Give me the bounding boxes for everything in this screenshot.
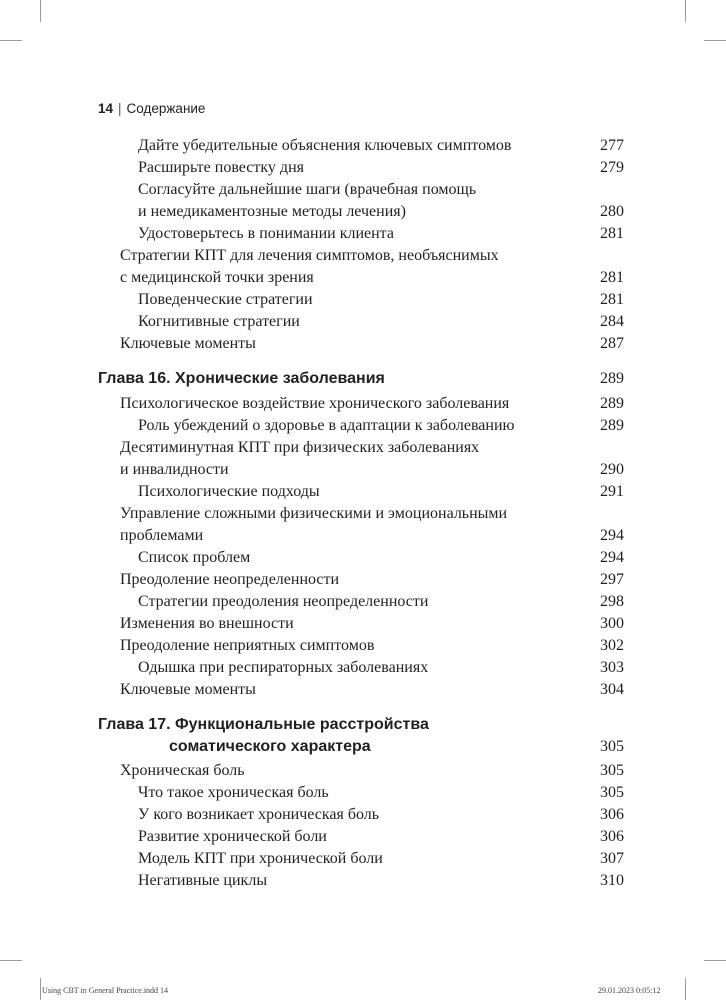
toc-entry: Преодоление неопределенности 297 [120, 569, 339, 591]
toc-entry: с медицинской точки зрения 281 [120, 267, 314, 289]
toc-page: 305 [600, 762, 624, 779]
toc-page: 280 [600, 203, 624, 220]
crop-mark [0, 40, 22, 41]
toc-page: 305 [600, 784, 624, 801]
crop-mark [704, 960, 726, 961]
toc-entry: Управление сложными физическими и эмоциональными [120, 505, 508, 522]
crop-mark [40, 978, 41, 1000]
crop-mark [685, 978, 686, 1000]
toc-page: 307 [600, 850, 624, 867]
toc-page: 277 [600, 137, 624, 154]
crop-mark [40, 0, 41, 22]
toc-page: 290 [600, 461, 624, 478]
toc-entry: и инвалидности 290 [120, 459, 229, 481]
footer-datetime: 29.01.2023 0:05:12 [598, 986, 661, 995]
toc-page: 294 [600, 527, 624, 544]
toc-entry: Что такое хроническая боль 305 [138, 782, 329, 804]
toc-page: 281 [600, 291, 624, 308]
toc-entry: Ключевые моменты 287 [120, 333, 256, 355]
toc-entry: Поведенческие стратегии 281 [138, 289, 313, 311]
toc-entry: Дайте убедительные объяснения ключевых симптомов 277 [138, 135, 511, 157]
toc-page: 289 [600, 370, 624, 387]
toc-page: 289 [600, 395, 624, 412]
page-number: 14 [98, 101, 114, 116]
toc-page: 306 [600, 828, 624, 845]
toc-entry: Модель КПТ при хронической боли 307 [138, 848, 383, 870]
toc-entry: Развитие хронической боли 306 [138, 826, 327, 848]
toc-page: 297 [600, 571, 624, 588]
toc-page: 303 [600, 659, 624, 676]
toc-page: 304 [600, 681, 624, 698]
toc-entry: Преодоление неприятных симптомов 302 [120, 635, 374, 657]
running-header [98, 101, 205, 116]
toc-entry: У кого возникает хроническая боль 306 [138, 804, 379, 826]
toc-entry: Ключевые моменты 304 [120, 679, 256, 701]
toc-chapter: Глава 17. Функциональные расстройства [98, 716, 429, 733]
toc-page: 306 [600, 806, 624, 823]
toc-entry: проблемами 294 [120, 525, 203, 547]
toc-chapter: соматического характера 305 [169, 736, 371, 758]
toc-entry: Хроническая боль 305 [120, 760, 245, 782]
toc-entry: Психологические подходы 291 [138, 481, 320, 503]
footer-filename: Using CBT in General Practice.indd 14 [42, 986, 169, 995]
toc-page: 298 [600, 593, 624, 610]
toc-page: 287 [600, 335, 624, 352]
toc-entry: Изменения во внешности 300 [120, 613, 294, 635]
toc-entry: и немедикаментозные методы лечения) 280 [138, 201, 406, 223]
toc-entry: Одышка при респираторных заболеваниях 303 [138, 657, 428, 679]
toc-entry: Список проблем 294 [138, 547, 250, 569]
toc-entry: Удостоверьтесь в понимании клиента 281 [138, 223, 394, 245]
toc-entry: Согласуйте дальнейшие шаги (врачебная помощь [138, 181, 477, 198]
toc-entry: Роль убеждений о здоровье в адаптации к заболеванию 289 [138, 415, 514, 437]
crop-mark [704, 40, 726, 41]
toc-page: 305 [600, 738, 624, 755]
toc-page: 310 [600, 872, 624, 889]
header-separator: | [118, 101, 122, 116]
toc-entry: Когнитивные стратегии 284 [138, 311, 300, 333]
toc-chapter: Глава 16. Хронические заболевания 289 [98, 368, 385, 390]
toc-page: 291 [600, 483, 624, 500]
header-title: Содержание [126, 101, 206, 116]
toc-page: 289 [600, 417, 624, 434]
toc-entry: Расширьте повестку дня 279 [138, 157, 304, 179]
toc-entry: Десятиминутная КПТ при физических заболеваниях [120, 439, 480, 456]
toc-page: 300 [600, 615, 624, 632]
toc-page: 302 [600, 637, 624, 654]
toc-page: 284 [600, 313, 624, 330]
toc-page: 281 [600, 269, 624, 286]
toc-page: 281 [600, 225, 624, 242]
toc-entry: Негативные циклы 310 [138, 870, 267, 892]
toc-page: 294 [600, 549, 624, 566]
toc-entry: Стратегии КПТ для лечения симптомов, необъяснимых [120, 247, 499, 264]
crop-mark [685, 0, 686, 22]
crop-mark [0, 960, 22, 961]
toc-page: 279 [600, 159, 624, 176]
toc-entry: Психологическое воздействие хронического заболевания 289 [120, 393, 509, 415]
toc-entry: Стратегии преодоления неопределенности 298 [138, 591, 428, 613]
